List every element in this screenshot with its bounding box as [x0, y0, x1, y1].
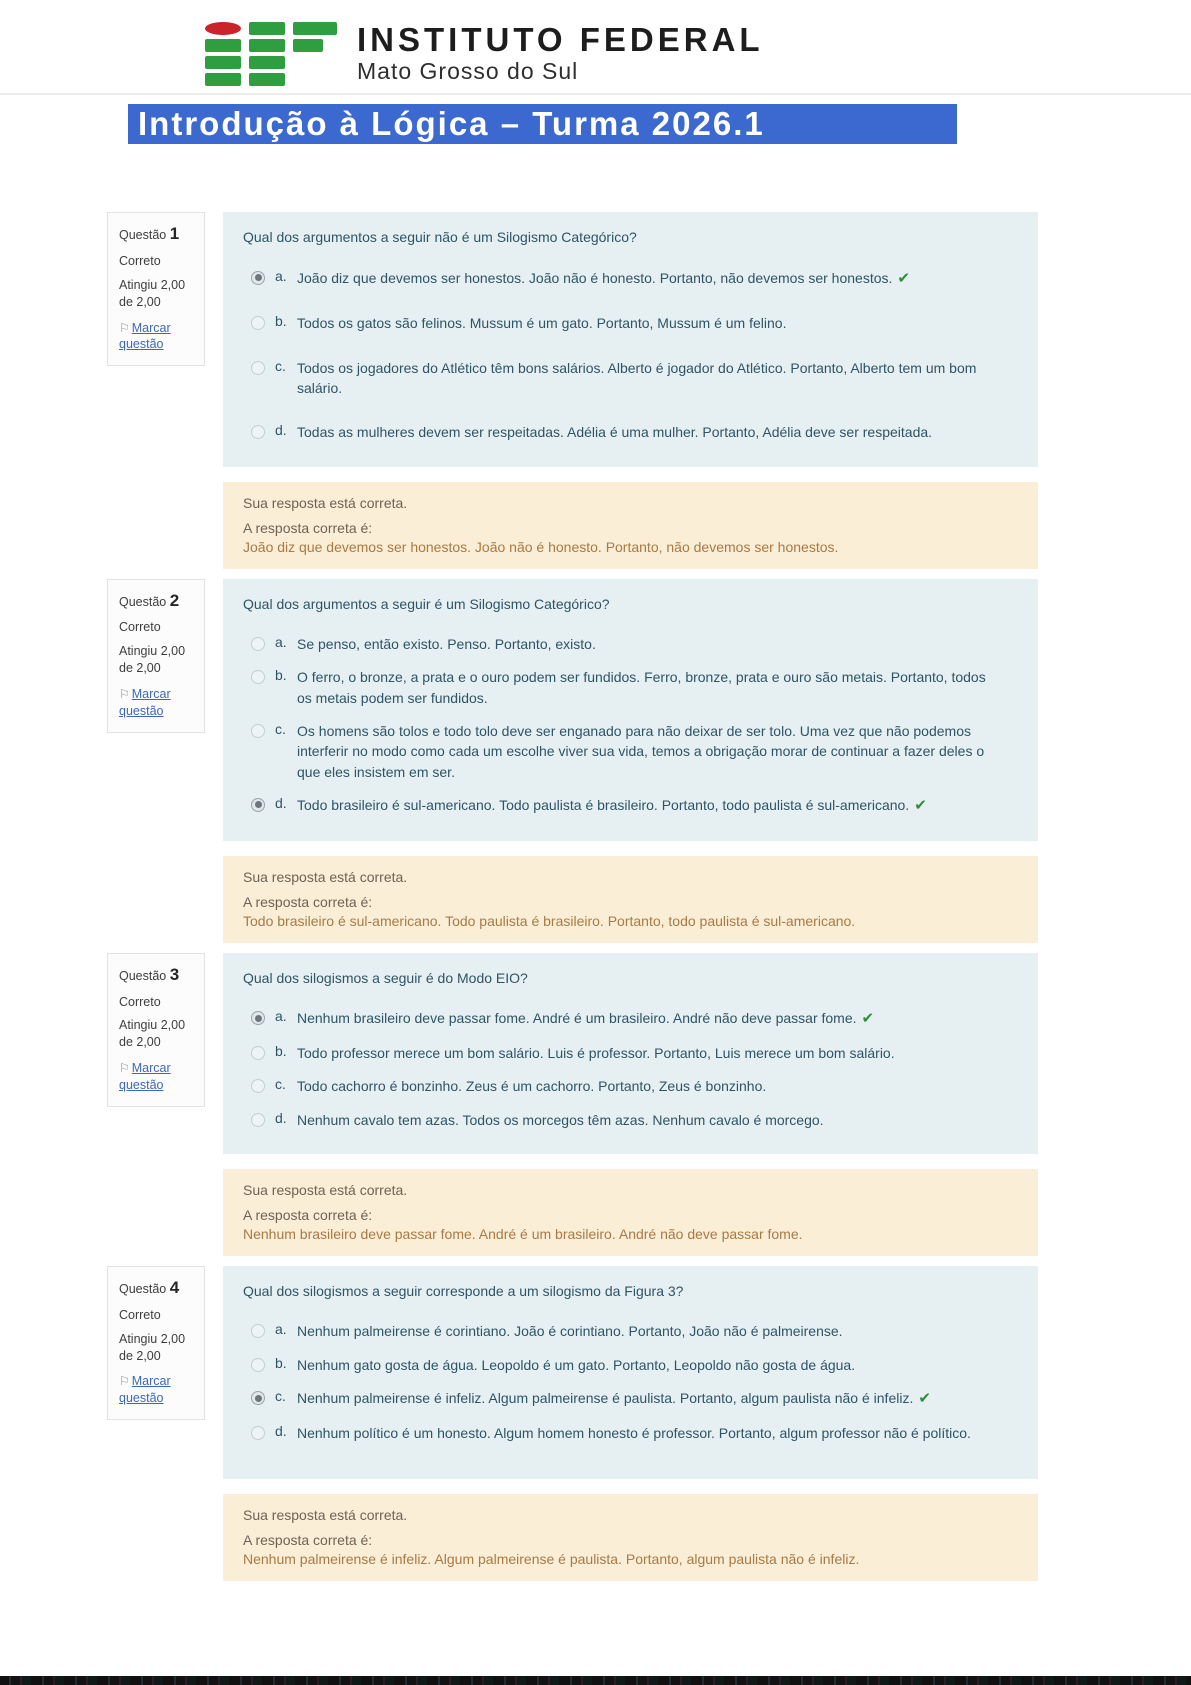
question-text: Qual dos argumentos a seguir não é um Silogismo Categórico? — [243, 229, 637, 245]
option-radio[interactable] — [251, 1011, 265, 1025]
option-radio[interactable] — [251, 316, 265, 330]
question-number: 4 — [169, 1277, 180, 1297]
question-1-section — [107, 212, 1191, 467]
option-text: Nenhum cavalo tem azas. Todos os morcegos têm azas. Nenhum cavalo é morcego. — [297, 1111, 824, 1128]
feedback-label: A resposta correta é: — [243, 893, 373, 910]
answer-option-d — [251, 1110, 1018, 1130]
option-letter: d. — [275, 1109, 287, 1126]
question-4-info-box — [107, 1266, 205, 1420]
option-letter: a. — [275, 267, 287, 284]
option-letter: a. — [275, 1321, 287, 1338]
option-text: O ferro, o bronze, a prata e o ouro podem ser fundidos. Ferro, bronze, prata e ouro são metais. Portanto, todos os metais podem ser fundidos. — [297, 669, 986, 706]
feedback-status: Sua resposta está correta. — [243, 494, 408, 511]
flag-question-link[interactable]: Marcar questão — [119, 1374, 171, 1406]
institution-logo — [205, 22, 1191, 86]
question-number: 1 — [169, 224, 180, 243]
question-label: Questão — [119, 1281, 167, 1296]
option-radio[interactable] — [251, 670, 265, 684]
answer-option-c — [251, 721, 1018, 782]
flag-icon: ⚐ — [119, 1061, 130, 1076]
question-number: 2 — [169, 590, 180, 610]
feedback-answer: Nenhum palmeirense é infeliz. Algum palmeirense é paulista. Portanto, algum paulista não é infeliz. — [243, 1550, 860, 1567]
question-status: Correto — [119, 1307, 161, 1322]
answer-option-c — [251, 358, 1018, 399]
question-grade: Atingiu 2,00 de 2,00 — [119, 277, 186, 309]
page-bottom-bar — [0, 1676, 1191, 1685]
question-text: Qual dos silogismos a seguir é do Modo EIO? — [243, 969, 528, 986]
question-4-feedback-box — [223, 1494, 1038, 1581]
answer-option-d — [251, 422, 1018, 442]
answer-option-a — [251, 634, 1018, 654]
question-status: Correto — [119, 994, 161, 1009]
option-text: Nenhum palmeirense é corintiano. João é corintiano. Portanto, João não é palmeirense. — [297, 1323, 843, 1340]
correct-check-icon: ✔ — [914, 796, 927, 814]
question-number: 3 — [169, 964, 180, 984]
logo-red-dot — [205, 22, 241, 35]
question-text: Qual dos argumentos a seguir é um Silogismo Categórico? — [243, 595, 610, 612]
feedback-label: A resposta correta é: — [243, 519, 373, 536]
question-1-feedback-box — [223, 482, 1038, 569]
option-text: Todo cachorro é bonzinho. Zeus é um cachorro. Portanto, Zeus é bonzinho. — [297, 1078, 767, 1095]
feedback-status: Sua resposta está correta. — [243, 868, 408, 885]
answer-option-c — [251, 1388, 1018, 1410]
feedback-label: A resposta correta é: — [243, 1531, 373, 1548]
question-label: Questão — [119, 594, 167, 609]
option-letter: c. — [275, 1388, 286, 1405]
option-radio[interactable] — [251, 1358, 265, 1372]
option-letter: b. — [275, 1354, 287, 1371]
flag-question-link[interactable]: Marcar questão — [119, 320, 171, 352]
option-letter: d. — [275, 1422, 287, 1439]
option-letter: d. — [275, 794, 287, 811]
question-status: Correto — [119, 253, 161, 268]
ifms-logo-icon — [205, 22, 337, 86]
feedback-label: A resposta correta é: — [243, 1206, 373, 1223]
option-radio[interactable] — [251, 271, 265, 285]
option-text: Todos os gatos são felinos. Mussum é um gato. Portanto, Mussum é um felino. — [297, 315, 787, 332]
correct-check-icon: ✔ — [861, 1010, 875, 1028]
header-divider — [0, 93, 1191, 95]
logo-subtitle: Mato Grosso do Sul — [357, 58, 579, 85]
option-radio[interactable] — [251, 637, 265, 651]
question-grade: Atingiu 2,00 de 2,00 — [119, 1331, 186, 1363]
option-text: Todos os jogadores do Atlético têm bons salários. Alberto é jogador do Atlético. Portanto, Alberto tem um bom salário. — [297, 359, 977, 396]
question-2-section — [107, 579, 1191, 841]
option-letter: b. — [275, 1043, 287, 1059]
answer-option-a — [251, 1321, 1018, 1341]
question-3-feedback-box — [223, 1169, 1038, 1256]
option-radio[interactable] — [251, 425, 265, 439]
option-text: Todo professor merece um bom salário. Luis é professor. Portanto, Luis merece um bom salário. — [297, 1045, 895, 1061]
answer-option-d — [251, 1423, 1018, 1443]
feedback-status: Sua resposta está correta. — [243, 1506, 408, 1523]
feedback-answer: João diz que devemos ser honestos. João não é honesto. Portanto, não devemos ser honestos. — [243, 538, 839, 555]
option-radio[interactable] — [251, 1113, 265, 1127]
option-radio[interactable] — [251, 798, 265, 812]
answer-option-b — [251, 313, 1018, 333]
option-letter: c. — [275, 721, 286, 738]
logo-text — [357, 20, 764, 86]
correct-check-icon: ✔ — [918, 1390, 931, 1408]
question-3-section — [107, 953, 1191, 1154]
feedback-status: Sua resposta está correta. — [243, 1181, 408, 1198]
question-grade: Atingiu 2,00 de 2,00 — [119, 1018, 186, 1050]
answer-option-a — [251, 1008, 1018, 1030]
option-text: Nenhum palmeirense é infeliz. Algum palmeirense é paulista. Portanto, algum paulista não é infeliz. ✔ — [297, 1390, 931, 1408]
option-letter: a. — [275, 634, 287, 651]
option-letter: c. — [275, 357, 286, 374]
option-text: Se penso, então existo. Penso. Portanto, existo. — [297, 636, 596, 653]
question-2-content-box — [223, 579, 1038, 841]
option-text: Nenhum político é um honesto. Algum homem honesto é professor. Portanto, algum professor não é político. — [297, 1424, 971, 1441]
feedback-answer: Nenhum brasileiro deve passar fome. André é um brasileiro. André não deve passar fome. — [243, 1225, 803, 1242]
question-2-info-box — [107, 579, 205, 733]
quiz-questions — [0, 212, 1191, 1581]
flag-icon: ⚐ — [119, 320, 130, 335]
flag-icon: ⚐ — [119, 1374, 130, 1389]
option-radio[interactable] — [251, 1324, 265, 1338]
question-status: Correto — [119, 620, 161, 635]
answer-option-d — [251, 795, 1018, 817]
flag-question-link[interactable]: Marcar questão — [119, 687, 171, 718]
answer-option-b — [251, 1043, 1018, 1063]
option-text: Os homens são tolos e todo tolo deve ser enganado para não deixar de ser tolo. Uma vez que não podemos interferir no modo como cada um escolhe viver sua vida, temos a obrigação morar de continuar a fazer deles o que eles insistem em ser. — [297, 723, 985, 780]
question-grade: Atingiu 2,00 de 2,00 — [119, 644, 186, 676]
question-1-content-box — [223, 212, 1038, 467]
question-4-section — [107, 1266, 1191, 1479]
question-2-feedback-box — [223, 856, 1038, 943]
correct-check-icon: ✔ — [897, 269, 910, 287]
option-text: Nenhum brasileiro deve passar fome. André é um brasileiro. André não deve passar fome. ✔ — [297, 1010, 875, 1028]
page-header — [0, 0, 1191, 95]
answer-option-b — [251, 1355, 1018, 1375]
option-letter: c. — [275, 1076, 286, 1093]
option-text: Todo brasileiro é sul-americano. Todo paulista é brasileiro. Portanto, todo paulista é sul-americano. ✔ — [297, 796, 927, 814]
option-radio[interactable] — [251, 1391, 265, 1405]
course-title-banner: Introdução à Lógica – Turma 2026.1 — [128, 104, 957, 144]
option-text: Nenhum gato gosta de água. Leopoldo é um gato. Portanto, Leopoldo não gosta de água. — [297, 1356, 856, 1373]
flag-icon: ⚐ — [119, 687, 130, 702]
flag-question-link[interactable]: Marcar questão — [119, 1061, 171, 1093]
option-letter: b. — [275, 667, 287, 684]
question-text: Qual dos silogismos a seguir corresponde a um silogismo da Figura 3? — [243, 1282, 684, 1299]
logo-title: INSTITUTO FEDERAL — [357, 20, 764, 58]
answer-option-a — [251, 268, 1018, 290]
question-label: Questão — [119, 968, 167, 983]
option-radio[interactable] — [251, 1046, 265, 1060]
option-letter: a. — [275, 1008, 287, 1025]
option-letter: b. — [275, 313, 287, 330]
option-radio[interactable] — [251, 1079, 265, 1093]
option-radio[interactable] — [251, 361, 265, 375]
question-4-content-box — [223, 1266, 1038, 1479]
option-radio[interactable] — [251, 1426, 265, 1440]
question-3-info-box — [107, 953, 205, 1107]
option-radio[interactable] — [251, 724, 265, 738]
question-3-content-box — [223, 953, 1038, 1154]
question-1-info-box — [107, 212, 205, 366]
answer-option-c — [251, 1076, 1018, 1096]
option-letter: d. — [275, 422, 287, 439]
question-label: Questão — [119, 228, 167, 242]
option-text: João diz que devemos ser honestos. João não é honesto. Portanto, não devemos ser honestos. ✔ — [297, 269, 910, 287]
answer-option-b — [251, 667, 1018, 708]
option-text: Todas as mulheres devem ser respeitadas. Adélia é uma mulher. Portanto, Adélia deve ser respeitada. — [297, 424, 933, 441]
feedback-answer: Todo brasileiro é sul-americano. Todo paulista é brasileiro. Portanto, todo paulista é sul-americano. — [243, 912, 856, 929]
